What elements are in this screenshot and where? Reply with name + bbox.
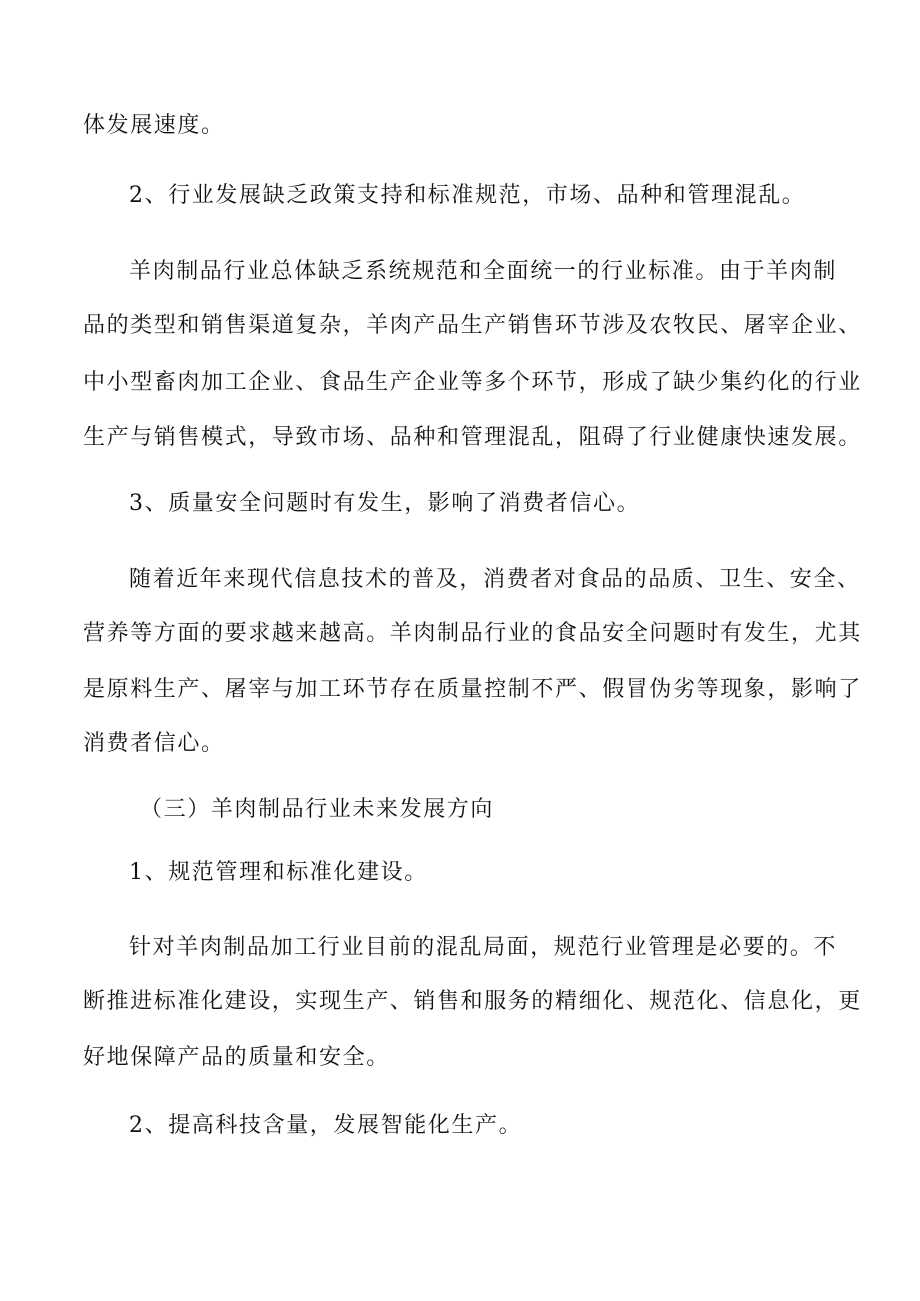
- paragraph-line: 羊肉制品行业总体缺乏系统规范和全面统一的行业标准。由于羊肉制: [129, 259, 838, 284]
- paragraph-line: 中小型畜肉加工企业、食品生产企业等多个环节，形成了缺少集约化的行业: [83, 370, 862, 395]
- section-heading: （三）羊肉制品行业未来发展方向: [140, 797, 495, 822]
- item-heading-1: 1、规范管理和标准化建设。: [129, 860, 428, 885]
- paragraph-line: 消费者信心。: [83, 731, 225, 756]
- paragraph-line: 品的类型和销售渠道复杂，羊肉产品生产销售环节涉及农牧民、屠宰企业、: [83, 313, 862, 338]
- paragraph-continuation-line: 体发展速度。: [83, 113, 225, 138]
- paragraph-line: 是原料生产、屠宰与加工环节存在质量控制不严、假冒伪劣等现象，影响了: [83, 677, 862, 702]
- item-heading-2b: 2、提高科技含量，发展智能化生产。: [129, 1113, 523, 1138]
- paragraph-line: 好地保障产品的质量和安全。: [83, 1045, 390, 1070]
- paragraph-line: 生产与销售模式，导致市场、品种和管理混乱，阻碍了行业健康快速发展。: [83, 425, 862, 450]
- paragraph-line: 针对羊肉制品加工行业目前的混乱局面，规范行业管理是必要的。不: [129, 935, 838, 960]
- item-heading-2: 2、行业发展缺乏政策支持和标准规范，市场、品种和管理混乱。: [129, 183, 806, 208]
- paragraph-line: 营养等方面的要求越来越高。羊肉制品行业的食品安全问题时有发生，尤其: [83, 621, 862, 646]
- paragraph-line: 随着近年来现代信息技术的普及，消费者对食品的品质、卫生、安全、: [129, 567, 861, 592]
- paragraph-line: 断推进标准化建设，实现生产、销售和服务的精细化、规范化、信息化，更: [83, 989, 862, 1014]
- item-heading-3: 3、质量安全问题时有发生，影响了消费者信心。: [129, 491, 641, 516]
